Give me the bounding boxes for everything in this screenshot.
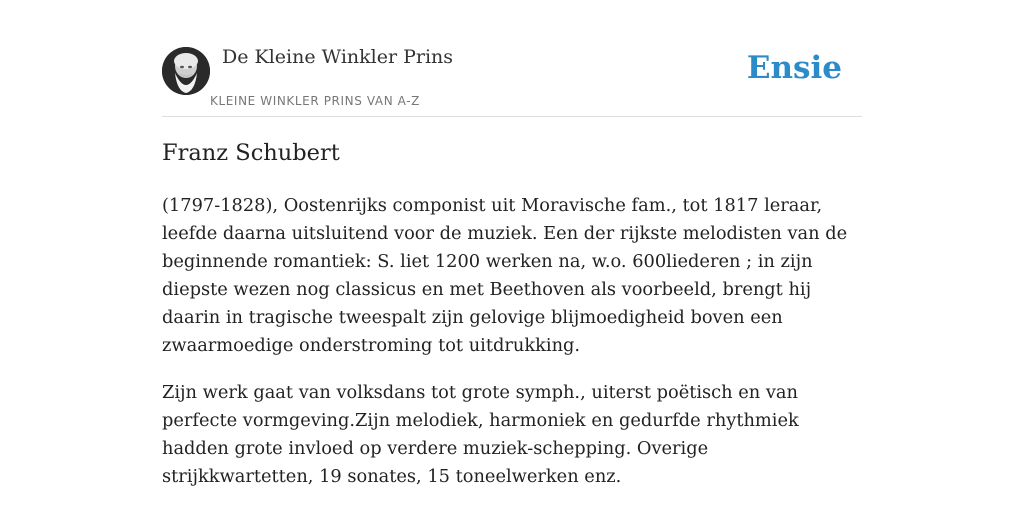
avatar[interactable] [162, 47, 210, 95]
article-body [162, 192, 862, 510]
article-paragraph: Zijn werk gaat van volksdans tot grote symph., uiterst poëtisch en van perfecte vormgeving.Zijn melodiek, harmoniek en gedurfde rhythmiek hadden grote invloed op verdere muziek-schepping. Overige strijkkwartetten, 19 sonates, 15 toneelwerken enz. [162, 382, 799, 487]
source-header [162, 44, 862, 117]
article-paragraph: (1797-1828), Oostenrijks componist uit Moravische fam., tot 1817 leraar, leefde daarna uitsluitend voor de muziek. Een der rijkste melodisten van de beginnende romantiek: S. liet 1200 werken na, w.o. 600liederen ; in zijn diepste wezen nog classicus en met Beethoven als voorbeeld, brengt hij daarin in tragische tweespalt zijn gelovige blijmoedigheid boven een zwaarmoedige onderstroming tot uitdrukking. [162, 195, 848, 356]
source-subtitle[interactable]: KLEINE WINKLER PRINS VAN A-Z [210, 94, 420, 108]
brand-logo[interactable]: Ensie [746, 50, 842, 86]
article-title: Franz Schubert [162, 140, 340, 166]
author-portrait-icon [162, 47, 210, 95]
source-title[interactable]: De Kleine Winkler Prins [222, 46, 454, 68]
